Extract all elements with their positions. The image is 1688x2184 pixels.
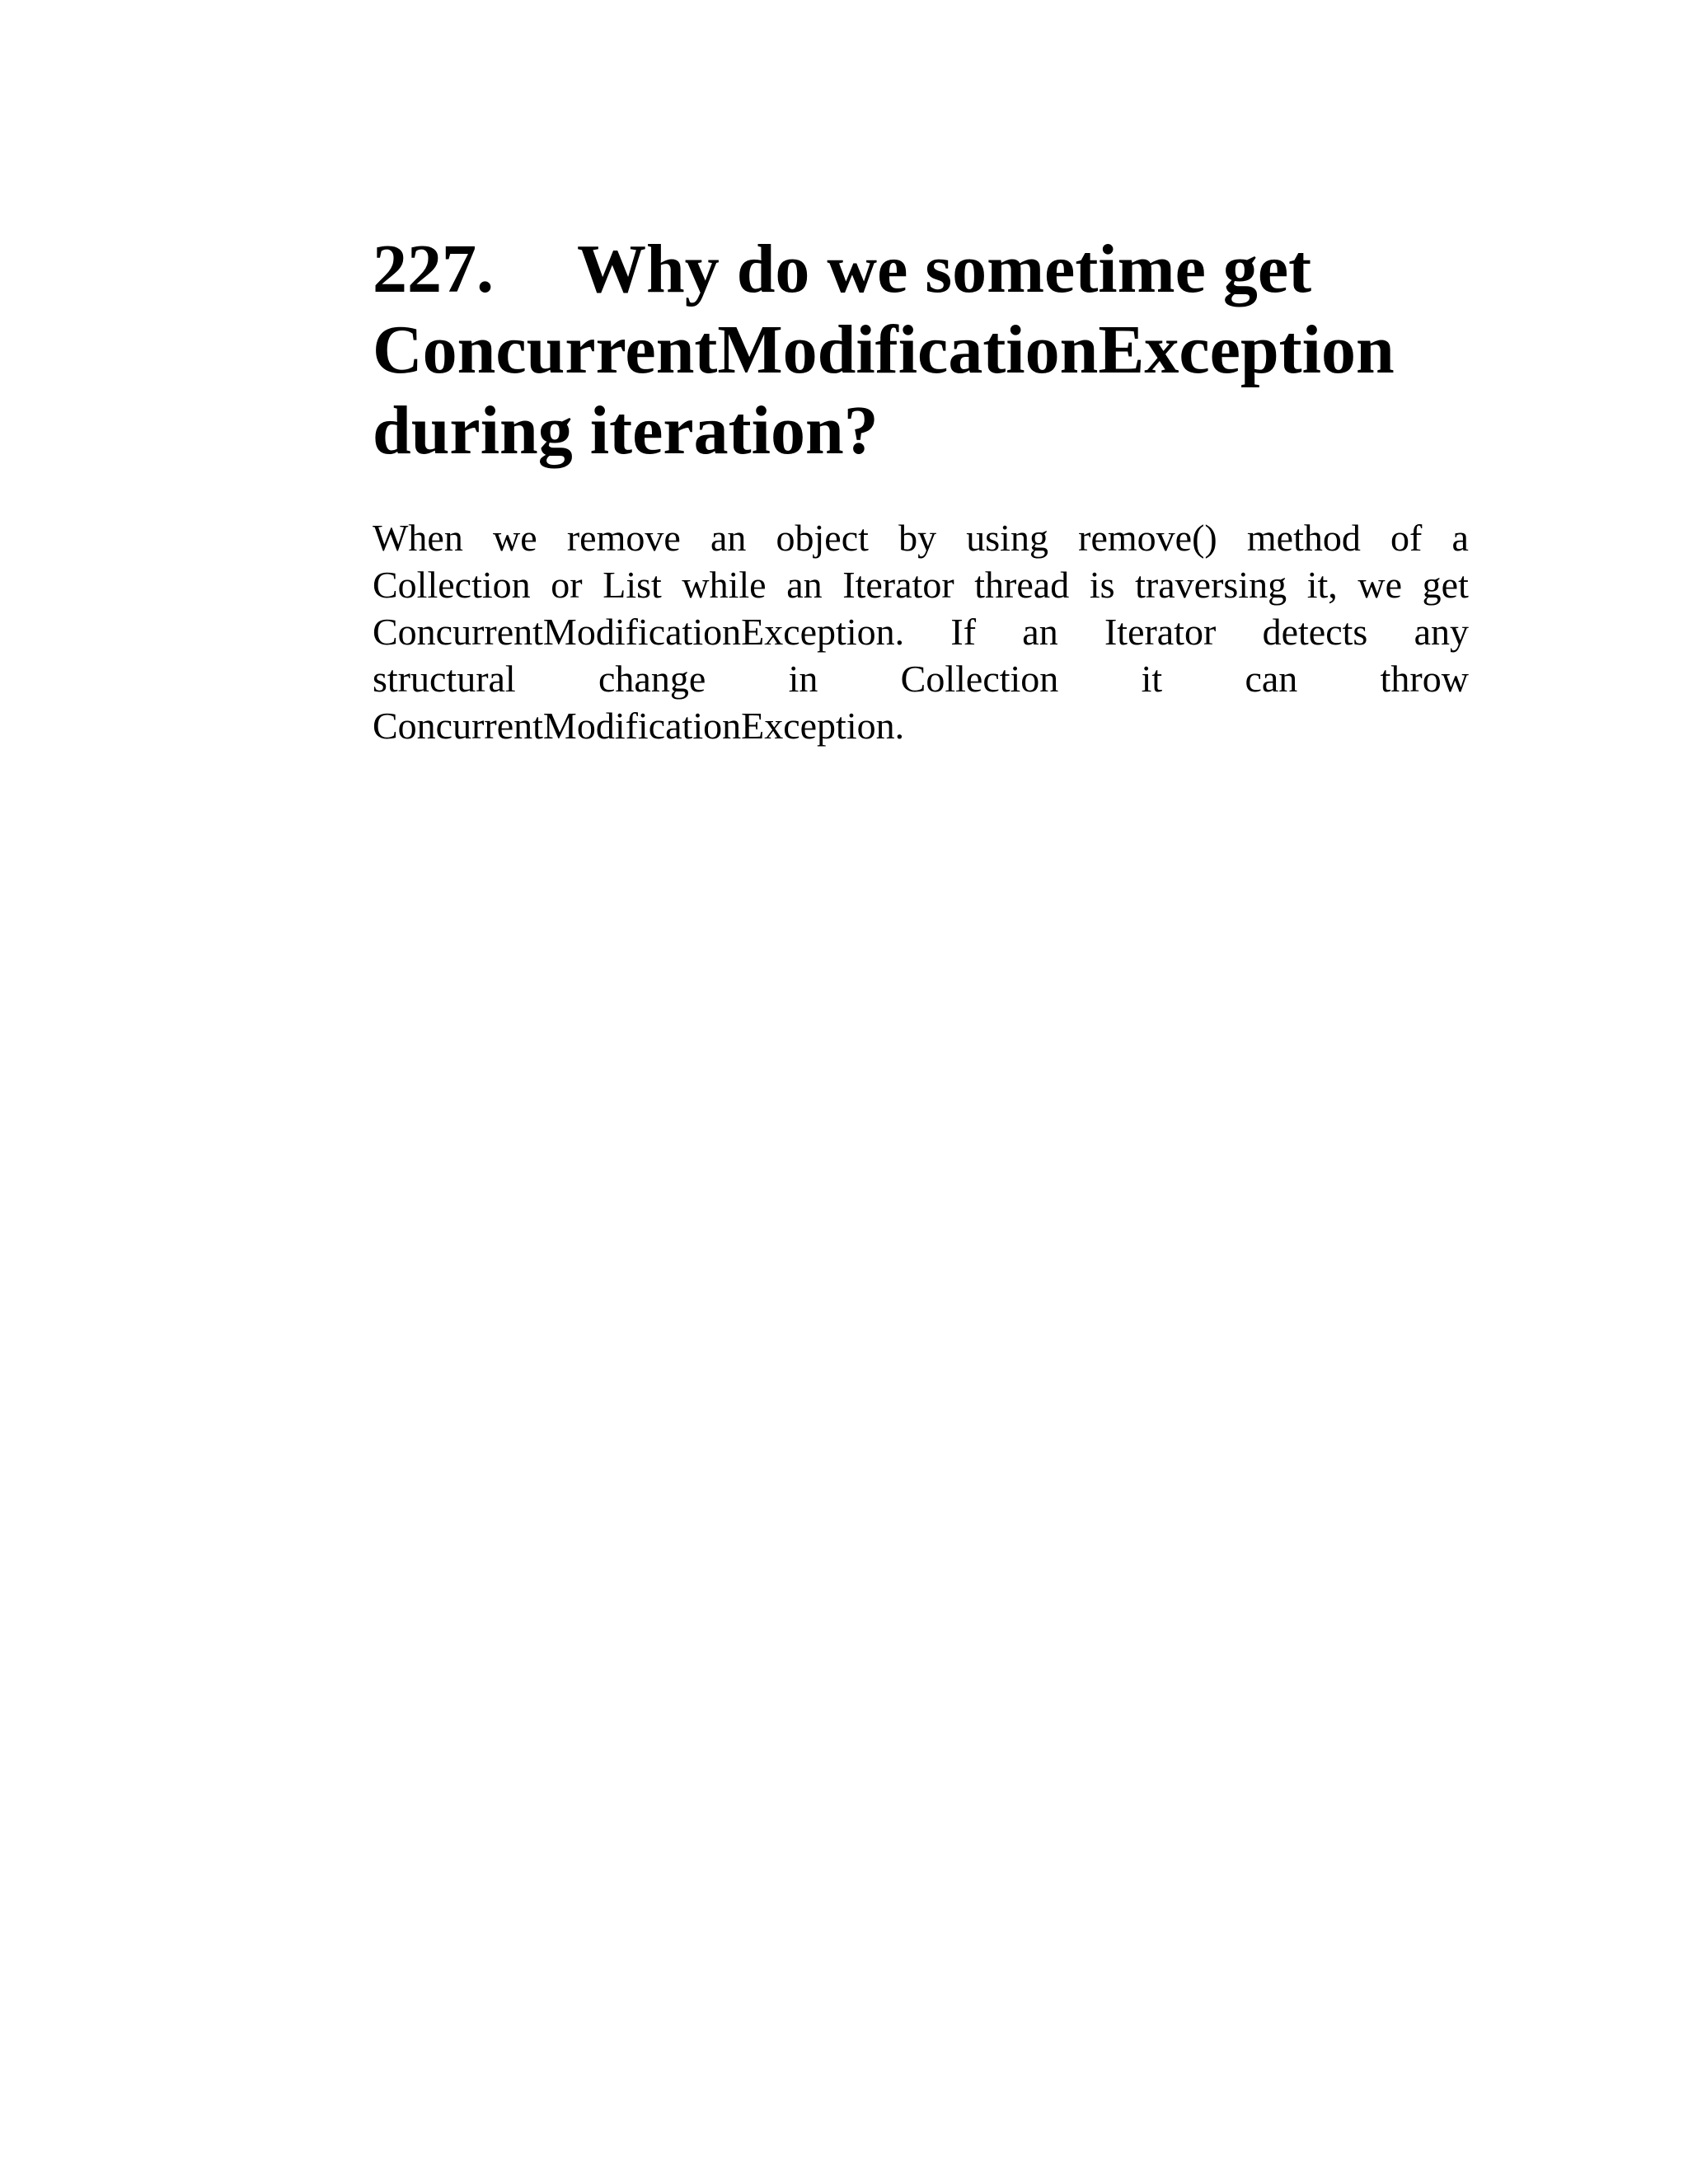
word: using [966, 517, 1048, 559]
word: Iterator [1104, 611, 1217, 653]
word: If [950, 611, 977, 653]
word: object [776, 517, 869, 559]
word: Iterator [842, 564, 954, 606]
word: a [1451, 517, 1469, 559]
word: it [1141, 658, 1163, 700]
word: When [373, 517, 463, 559]
word: remove() [1078, 517, 1217, 559]
paragraph-line [373, 608, 1469, 655]
answer-paragraph [373, 514, 1469, 749]
heading-text-line-1: Why do we sometime get [577, 231, 1312, 307]
word: Collection [373, 564, 531, 606]
paragraph-line [373, 561, 1469, 608]
word: we [493, 517, 537, 559]
word: change [598, 658, 706, 700]
word: while [682, 564, 767, 606]
word: throw [1380, 658, 1469, 700]
word: thread [974, 564, 1070, 606]
word: method [1246, 517, 1361, 559]
word: an [786, 564, 823, 606]
question-heading [373, 229, 1469, 471]
word: by [898, 517, 937, 559]
heading-line-2: ConcurrentModificationException [373, 312, 1395, 388]
word: ConcurrentModificationException. [373, 705, 905, 747]
word: get [1422, 564, 1469, 606]
word: an [1022, 611, 1058, 653]
heading-line-1 [373, 229, 1469, 310]
paragraph-line [373, 514, 1469, 561]
paragraph-line [373, 702, 1469, 749]
question-number: 227. [373, 231, 494, 307]
word: we [1357, 564, 1403, 606]
word: can [1245, 658, 1298, 700]
word: detects [1262, 611, 1368, 653]
page-content [373, 229, 1469, 749]
word: or [551, 564, 583, 606]
paragraph-line [373, 655, 1469, 702]
word: in [788, 658, 818, 700]
word: is [1089, 564, 1115, 606]
word: it, [1306, 564, 1338, 606]
word: ConcurrentModificationException. [373, 611, 905, 653]
word: structural [373, 658, 516, 700]
word: List [603, 564, 662, 606]
heading-line-3: during iteration? [373, 392, 879, 469]
word: any [1414, 611, 1469, 653]
word: remove [566, 517, 681, 559]
word: an [710, 517, 747, 559]
word: of [1390, 517, 1423, 559]
word: Collection [900, 658, 1059, 700]
word: traversing [1135, 564, 1287, 606]
